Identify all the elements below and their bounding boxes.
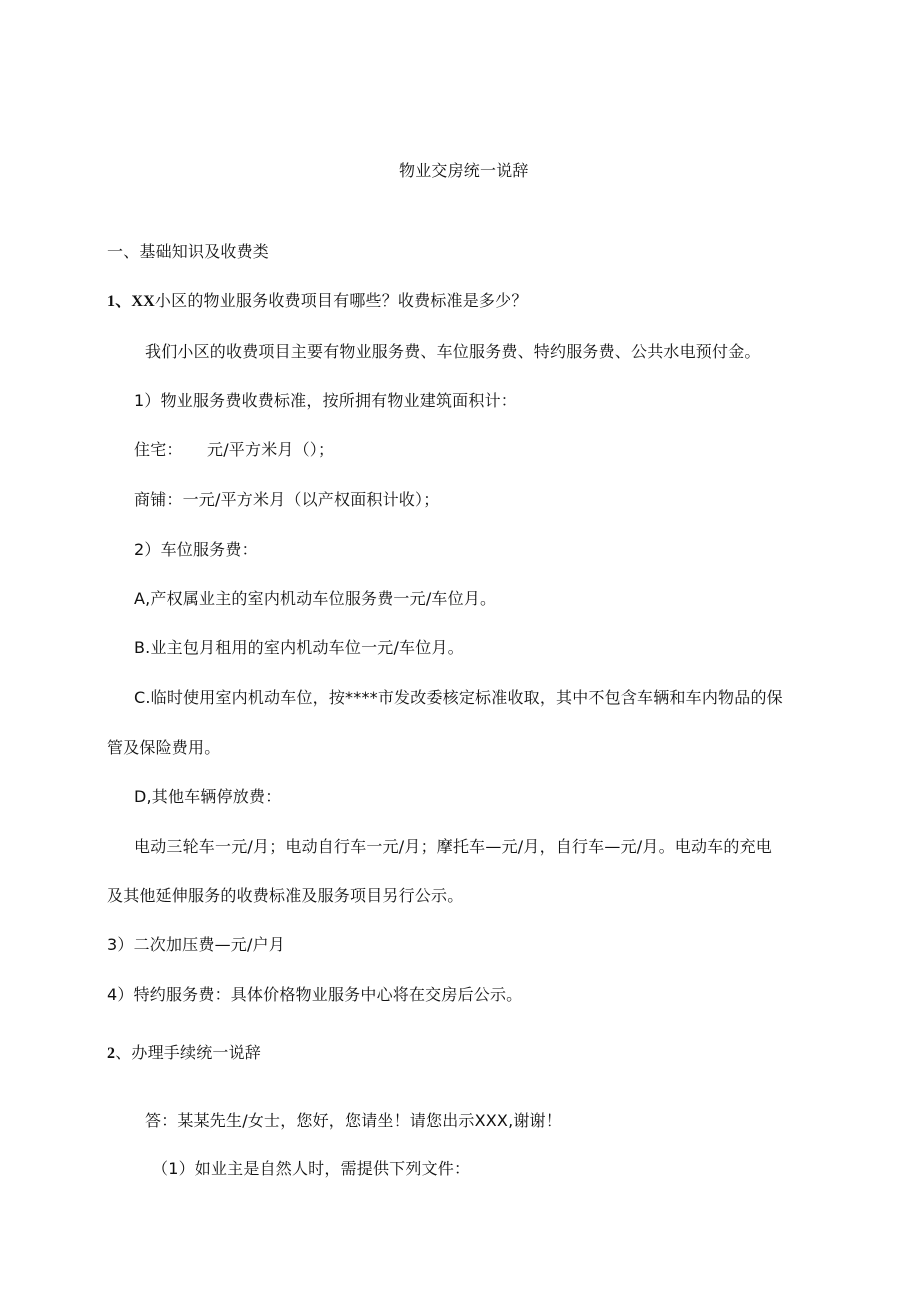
question-2 bbox=[107, 1042, 261, 1065]
item-1-heading: 1）物业服务费收费标准，按所拥有物业建筑面积计： bbox=[134, 391, 517, 410]
item-1-shops: 商铺：一元/平方米月（以产权面积计收）； bbox=[134, 490, 440, 509]
item-2-d-detail-line-1: 电动三轮车一元/月；电动自行车一元/月；摩托车—元/月，自行车—元/月。电动车的充电 bbox=[134, 837, 772, 856]
item-2-a: A,产权属业主的室内机动车位服务费一元/车位月。 bbox=[134, 589, 497, 608]
question-2-text: 、办理手续统一说辞 bbox=[115, 1043, 262, 1062]
item-2-c-line-1: C.临时使用室内机动车位，按****市发改委核定标准收取，其中不包含车辆和车内物品的保 bbox=[134, 688, 783, 707]
question-1-number: 1、XX bbox=[107, 293, 155, 310]
item-2-b: B.业主包月租用的室内机动车位一元/车位月。 bbox=[134, 638, 464, 657]
question-2-number: 2 bbox=[107, 1045, 116, 1062]
question-1-text: 小区的物业服务收费项目有哪些？收费标准是多少？ bbox=[154, 291, 528, 310]
item-1-residential: 住宅： 元/平方米月（）； bbox=[134, 440, 335, 459]
item-2-d: D,其他车辆停放费： bbox=[134, 787, 282, 806]
intro-paragraph: 我们小区的收费项目主要有物业服务费、车位服务费、特约服务费、公共水电预付金。 bbox=[145, 342, 761, 361]
section-heading-basics: 一、基础知识及收费类 bbox=[107, 242, 270, 261]
item-2-c-line-2: 管及保险费用。 bbox=[107, 738, 221, 757]
question-1 bbox=[107, 290, 528, 313]
item-2-heading: 2）车位服务费： bbox=[134, 540, 258, 559]
answer-item-1: （1）如业主是自然人时，需提供下列文件： bbox=[152, 1159, 471, 1178]
item-3: 3）二次加压费—元/户月 bbox=[107, 935, 285, 954]
item-2-d-detail-line-2: 及其他延伸服务的收费标准及服务项目另行公示。 bbox=[107, 886, 464, 905]
document-title: 物业交房统一说辞 bbox=[399, 161, 529, 180]
answer-greeting: 答：某某先生/女士，您好，您请坐！请您出示XXX,谢谢！ bbox=[145, 1111, 562, 1130]
item-4: 4）特约服务费：具体价格物业服务中心将在交房后公示。 bbox=[107, 985, 523, 1004]
